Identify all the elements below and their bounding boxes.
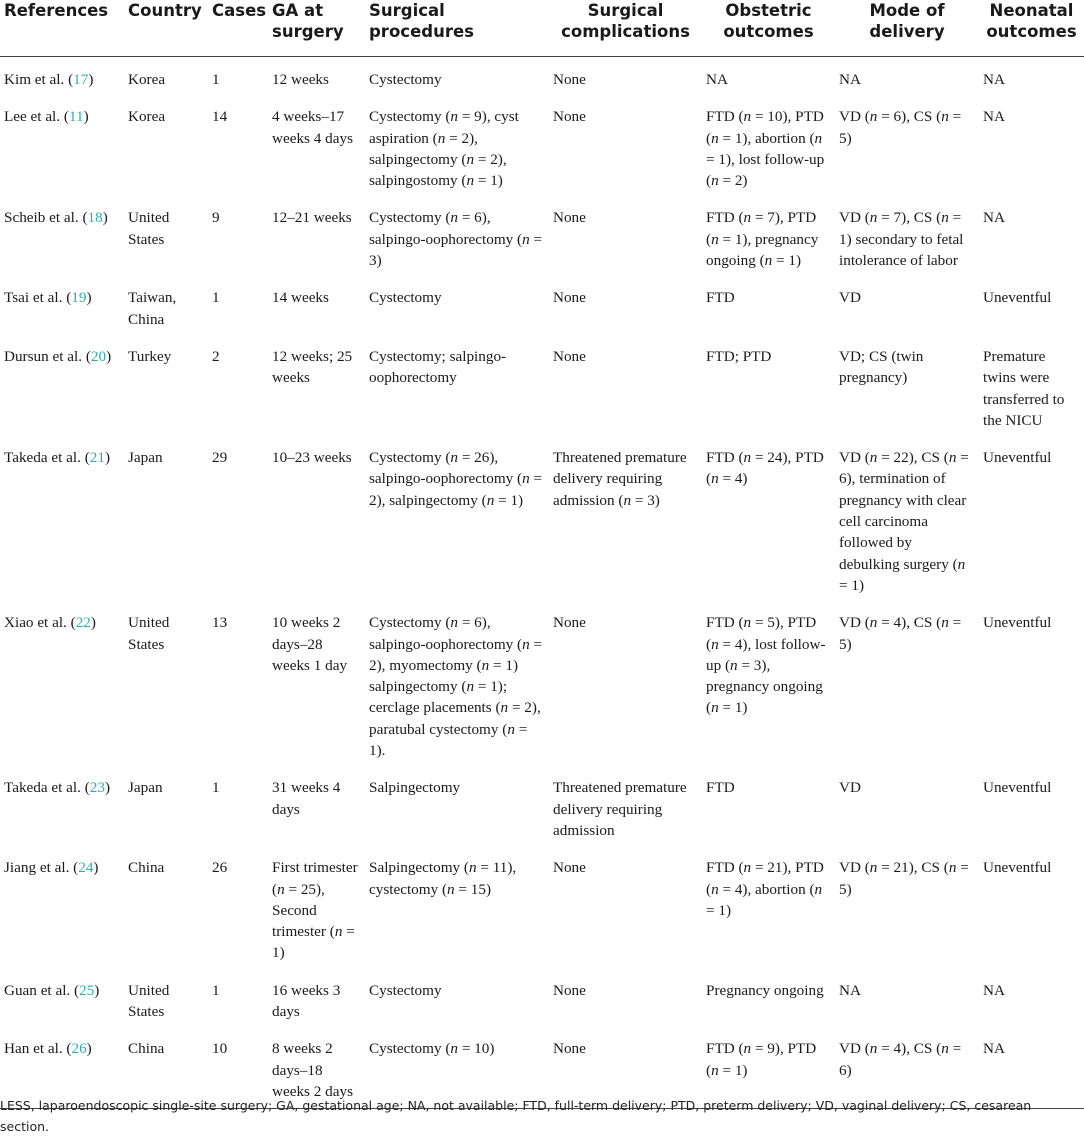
cell-country: Korea	[128, 108, 166, 126]
reference-link[interactable]: 17	[73, 71, 89, 88]
cell-obstetric: FTD (n = 5), PTD (n = 4), lost follow-up (n = 3), pregnancy ongoing (n = 1)	[706, 614, 826, 717]
cell-neonatal: NA	[983, 71, 1005, 88]
cell-complications: None	[553, 108, 586, 126]
header-obstetric: Obstetric outcomes	[702, 0, 835, 57]
cell-cases: 26	[212, 859, 228, 877]
cell-cases: 2	[212, 347, 220, 365]
cell-cases: 1	[212, 981, 220, 999]
cell-cases: 29	[212, 449, 228, 467]
reference-close: )	[93, 859, 99, 877]
cell-complications: None	[553, 289, 586, 307]
cell-ga: 8 weeks 2 days–18 weeks 2 days	[268, 1028, 365, 1108]
cell-procedures: Cystectomy	[369, 71, 442, 88]
cell-neonatal: Uneventful	[983, 614, 1052, 632]
header-country: Country	[124, 0, 208, 57]
cell-reference	[0, 767, 124, 847]
cell-delivery: VD (n = 22), CS (n = 6), termination of pregnancy with clear cell carcinoma followed by debulking surgery (n = 1)	[839, 449, 969, 594]
cell-ga: 10–23 weeks	[272, 449, 352, 467]
cell-obstetric: FTD (n = 9), PTD (n = 1)	[702, 1028, 835, 1108]
cell-reference	[0, 57, 124, 97]
table-row	[0, 970, 1084, 1029]
cell-procedures: Cystectomy	[369, 981, 442, 999]
table-row	[0, 847, 1084, 969]
cell-ga: 10 weeks 2 days–28 weeks 1 day	[272, 614, 348, 674]
cell-ga: 31 weeks 4 days	[272, 779, 341, 818]
author-text: Jiang et al. (	[4, 859, 79, 877]
cell-complications: None	[553, 981, 586, 999]
cell-cases: 1	[212, 289, 220, 307]
cell-delivery: VD (n = 4), CS (n = 5)	[839, 614, 962, 653]
author-text: Lee et al. (	[4, 108, 69, 126]
author-text: Han et al. (	[4, 1040, 72, 1058]
cell-ga: 4 weeks–17 weeks 4 days	[272, 108, 353, 147]
author-text: Kim et al. (	[4, 71, 74, 88]
cell-delivery: VD (n = 7), CS (n = 1) secondary to fetal intolerance of labor	[839, 209, 964, 270]
table-footnote: LESS, laparoendoscopic single-site surgery; GA, gestational age; NA, not available; FTD, full-term delivery; PTD, preterm delivery; VD, vaginal delivery; CS, cesarean section.	[0, 1098, 1032, 1134]
cell-ga: 12 weeks; 25 weeks	[272, 347, 353, 387]
cell-delivery: NA	[839, 71, 861, 88]
cell-reference	[0, 336, 124, 437]
author-text: Takeda et al. (	[4, 449, 90, 467]
header-neonatal: Neonatal outcomes	[979, 0, 1084, 57]
cell-delivery: NA	[839, 981, 861, 999]
table-row	[0, 197, 1084, 277]
cell-procedures: Cystectomy (n = 9), cyst aspiration (n = 2), salpingectomy (n = 2), salpingostomy (n = 1)	[369, 108, 519, 190]
cell-procedures: Salpingectomy (n = 11), cystectomy (n = 15)	[369, 859, 517, 898]
cell-obstetric: FTD	[706, 289, 735, 307]
reference-link[interactable]: 24	[78, 859, 94, 877]
table-body	[0, 57, 1084, 1109]
reference-close: )	[106, 347, 112, 365]
cell-cases: 14	[212, 108, 228, 126]
cell-procedures: Cystectomy (n = 26), salpingo-oophorectomy (n = 2), salpingectomy (n = 1)	[369, 449, 543, 509]
cell-obstetric: FTD	[706, 779, 735, 797]
cell-ga: 16 weeks 3 days	[272, 981, 341, 1020]
cell-obstetric: FTD (n = 7), PTD (n = 1), pregnancy ongoing (n = 1)	[706, 209, 819, 270]
cell-procedures: Salpingectomy	[369, 779, 461, 797]
header-references: References	[0, 0, 124, 57]
author-text: Takeda et al. (	[4, 779, 90, 797]
reference-close: )	[104, 449, 111, 467]
cell-complications: None	[553, 614, 586, 632]
reference-link[interactable]: 20	[90, 347, 107, 365]
cell-neonatal: Uneventful	[983, 779, 1052, 797]
table-row	[0, 767, 1084, 847]
cell-procedures: Cystectomy; salpingo-oophorectomy	[369, 347, 507, 387]
reference-link[interactable]: 18	[87, 209, 103, 227]
reference-link[interactable]: 19	[71, 289, 87, 307]
reference-close: )	[83, 108, 89, 126]
reference-link[interactable]: 11	[68, 108, 84, 126]
cell-cases: 9	[212, 209, 220, 227]
table-header	[0, 0, 1084, 57]
cell-reference	[0, 602, 124, 767]
cell-ga: First trimester (n = 25), Second trimester (n = 1)	[272, 859, 358, 962]
reference-close: )	[104, 779, 111, 797]
header-procedures: Surgical procedures	[365, 0, 549, 57]
cell-neonatal: Uneventful	[983, 449, 1052, 467]
cell-obstetric: Pregnancy ongoing	[706, 981, 824, 999]
cell-country: China	[124, 1028, 208, 1108]
table-row	[0, 437, 1084, 602]
author-text: Guan et al. (	[4, 981, 80, 999]
cell-obstetric: NA	[706, 71, 728, 88]
cell-procedures: Cystectomy (n = 6), salpingo-oophorectomy (n = 3)	[369, 209, 543, 270]
cell-complications: None	[553, 71, 586, 88]
cell-reference	[0, 197, 124, 277]
header-row	[0, 0, 1084, 57]
cell-reference	[0, 437, 124, 602]
header-ga: GA at surgery	[268, 0, 365, 57]
table-row	[0, 96, 1084, 197]
cell-country: Turkey	[128, 347, 172, 365]
cell-country: United States	[128, 614, 170, 653]
cell-neonatal: Uneventful	[983, 289, 1052, 307]
cell-complications: None	[553, 209, 586, 227]
cell-country: Korea	[128, 71, 166, 88]
cell-country: Taiwan, China	[128, 289, 177, 328]
table-row	[0, 57, 1084, 97]
reference-link[interactable]: 21	[89, 449, 105, 467]
cell-delivery: VD (n = 4), CS (n = 6)	[835, 1028, 979, 1108]
reference-close: )	[86, 289, 92, 307]
reference-link[interactable]: 25	[79, 981, 95, 999]
cell-neonatal: Uneventful	[983, 859, 1052, 877]
cell-country: United States	[128, 981, 170, 1020]
reference-link[interactable]: 26	[71, 1040, 87, 1058]
cell-complications: Threatened premature delivery requiring admission	[553, 779, 687, 839]
cell-delivery: VD	[839, 289, 861, 307]
cell-cases: 1	[212, 779, 220, 797]
cell-country: United States	[128, 209, 170, 248]
header-complications: Surgical complications	[549, 0, 702, 57]
reference-close: )	[86, 1040, 92, 1058]
cell-country: Japan	[128, 779, 163, 797]
author-text: Dursun et al. (	[4, 347, 91, 365]
cell-country: China	[128, 859, 165, 877]
cell-obstetric: FTD; PTD	[706, 347, 772, 365]
cell-delivery: VD (n = 21), CS (n = 5)	[839, 859, 969, 898]
cell-reference	[0, 970, 124, 1029]
reference-close: )	[88, 71, 94, 88]
reference-close: )	[90, 614, 96, 632]
cell-neonatal: Premature twins were transferred to the NICU	[983, 347, 1065, 429]
cell-obstetric: FTD (n = 10), PTD (n = 1), abortion (n = 1), lost follow-up (n = 2)	[706, 108, 825, 190]
cell-reference	[0, 847, 124, 969]
cell-reference	[0, 96, 124, 197]
cell-delivery: VD; CS (twin pregnancy)	[839, 347, 924, 387]
author-text: Scheib et al. (	[4, 209, 88, 227]
cell-cases: 10	[208, 1028, 268, 1108]
cell-reference	[0, 277, 124, 336]
cell-obstetric: FTD (n = 24), PTD (n = 4)	[706, 449, 824, 488]
header-delivery: Mode of delivery	[835, 0, 979, 57]
cell-ga: 14 weeks	[272, 289, 329, 307]
cell-procedures: Cystectomy (n = 10)	[365, 1028, 549, 1108]
header-cases: Cases	[208, 0, 268, 57]
table-row	[0, 277, 1084, 336]
cell-procedures: Cystectomy	[369, 289, 442, 307]
cell-ga: 12–21 weeks	[272, 209, 352, 227]
cell-delivery: VD (n = 6), CS (n = 5)	[839, 108, 962, 147]
cell-neonatal: NA	[979, 1028, 1084, 1108]
cell-neonatal: NA	[983, 209, 1005, 227]
cell-country: Japan	[128, 449, 163, 467]
author-text: Xiao et al. (	[4, 614, 76, 632]
cell-neonatal: NA	[983, 108, 1005, 126]
cell-complications: Threatened premature delivery requiring admission (n = 3)	[553, 449, 687, 509]
reference-link[interactable]: 22	[75, 614, 91, 632]
cell-procedures: Cystectomy (n = 6), salpingo-oophorectomy (n = 2), myomectomy (n = 1) salpingectomy (n = 1); cerclage placements (n = 2), paratubal cystectomy (n = 1).	[369, 614, 543, 760]
cell-obstetric: FTD (n = 21), PTD (n = 4), abortion (n = 1)	[706, 859, 824, 919]
cell-complications: None	[553, 347, 586, 365]
author-text: Tsai et al. (	[4, 289, 72, 307]
table-row	[0, 336, 1084, 437]
cell-delivery: VD	[839, 779, 861, 797]
cell-complications: None	[549, 1028, 702, 1108]
reference-link[interactable]: 23	[89, 779, 105, 797]
reference-close: )	[94, 981, 100, 999]
cell-cases: 13	[212, 614, 228, 632]
cell-ga: 12 weeks	[272, 71, 329, 88]
reference-close: )	[102, 209, 108, 227]
cell-neonatal: NA	[983, 981, 1005, 999]
table-row	[0, 602, 1084, 767]
cell-cases: 1	[212, 71, 220, 88]
cell-complications: None	[553, 859, 586, 877]
